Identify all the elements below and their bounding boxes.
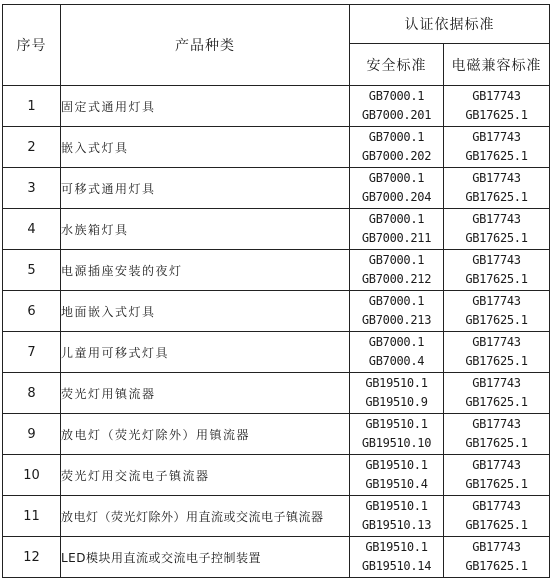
safety-standard-code: GB7000.201 xyxy=(361,108,432,122)
emc-standard-code: GB17743 xyxy=(472,130,521,144)
safety-standards xyxy=(350,496,444,537)
emc-standard-code: GB17743 xyxy=(472,499,521,513)
table-row xyxy=(3,168,550,209)
safety-standard-code: GB7000.1 xyxy=(368,253,425,267)
header-emc: 电磁兼容标准 xyxy=(444,44,550,86)
row-index: 6 xyxy=(3,291,61,332)
product-name: 放电灯（荧光灯除外）用直流或交流电子镇流器 xyxy=(61,496,350,537)
safety-standard-code: GB7000.213 xyxy=(361,313,432,327)
row-index: 3 xyxy=(3,168,61,209)
product-name: 固定式通用灯具 xyxy=(61,86,350,127)
product-name: 水族箱灯具 xyxy=(61,209,350,250)
header-product: 产品种类 xyxy=(61,5,350,86)
safety-standards xyxy=(350,127,444,168)
safety-standards xyxy=(350,332,444,373)
product-name: 嵌入式灯具 xyxy=(61,127,350,168)
product-name: 电源插座安装的夜灯 xyxy=(61,250,350,291)
table-row xyxy=(3,455,550,496)
emc-standards xyxy=(444,291,550,332)
safety-standard-code: GB7000.1 xyxy=(368,130,425,144)
safety-standard-code: GB19510.14 xyxy=(361,559,432,573)
safety-standard-code: GB19510.1 xyxy=(365,417,428,431)
header-basis: 认证依据标准 xyxy=(350,5,550,44)
safety-standard-code: GB7000.1 xyxy=(368,335,425,349)
safety-standard-code: GB19510.1 xyxy=(365,458,428,472)
safety-standard-code: GB19510.10 xyxy=(361,436,432,450)
table-row xyxy=(3,86,550,127)
emc-standards xyxy=(444,168,550,209)
row-index: 12 xyxy=(3,537,61,578)
safety-standard-code: GB19510.1 xyxy=(365,540,428,554)
product-name: 荧光灯用交流电子镇流器 xyxy=(61,455,350,496)
header-row-1 xyxy=(3,5,550,44)
table-row xyxy=(3,127,550,168)
safety-standards xyxy=(350,414,444,455)
emc-standard-code: GB17625.1 xyxy=(465,436,528,450)
emc-standards xyxy=(444,332,550,373)
row-index: 8 xyxy=(3,373,61,414)
emc-standards xyxy=(444,537,550,578)
emc-standard-code: GB17743 xyxy=(472,540,521,554)
emc-standard-code: GB17625.1 xyxy=(465,108,528,122)
emc-standard-code: GB17743 xyxy=(472,376,521,390)
product-name: 荧光灯用镇流器 xyxy=(61,373,350,414)
row-index: 9 xyxy=(3,414,61,455)
table-row xyxy=(3,291,550,332)
safety-standard-code: GB7000.1 xyxy=(368,171,425,185)
safety-standard-code: GB7000.212 xyxy=(361,272,432,286)
safety-standard-code: GB7000.4 xyxy=(368,354,425,368)
table-row xyxy=(3,250,550,291)
emc-standards xyxy=(444,250,550,291)
header-safety: 安全标准 xyxy=(350,44,444,86)
safety-standards xyxy=(350,291,444,332)
emc-standard-code: GB17743 xyxy=(472,89,521,103)
row-index: 10 xyxy=(3,455,61,496)
safety-standards xyxy=(350,168,444,209)
row-index: 11 xyxy=(3,496,61,537)
safety-standard-code: GB7000.204 xyxy=(361,190,432,204)
header-index: 序号 xyxy=(3,5,61,86)
table-row xyxy=(3,496,550,537)
safety-standards xyxy=(350,455,444,496)
emc-standards xyxy=(444,127,550,168)
product-name: LED模块用直流或交流电子控制装置 xyxy=(61,537,350,578)
emc-standards xyxy=(444,209,550,250)
row-index: 2 xyxy=(3,127,61,168)
emc-standard-code: GB17743 xyxy=(472,253,521,267)
safety-standard-code: GB7000.211 xyxy=(361,231,432,245)
table-row xyxy=(3,537,550,578)
safety-standards xyxy=(350,373,444,414)
safety-standard-code: GB19510.4 xyxy=(365,477,428,491)
safety-standards xyxy=(350,209,444,250)
safety-standard-code: GB7000.1 xyxy=(368,294,425,308)
product-name: 地面嵌入式灯具 xyxy=(61,291,350,332)
emc-standards xyxy=(444,86,550,127)
emc-standard-code: GB17625.1 xyxy=(465,190,528,204)
emc-standard-code: GB17625.1 xyxy=(465,272,528,286)
emc-standard-code: GB17743 xyxy=(472,171,521,185)
product-name: 可移式通用灯具 xyxy=(61,168,350,209)
emc-standards xyxy=(444,455,550,496)
emc-standards xyxy=(444,496,550,537)
emc-standard-code: GB17625.1 xyxy=(465,395,528,409)
row-index: 1 xyxy=(3,86,61,127)
table-row xyxy=(3,332,550,373)
safety-standards xyxy=(350,86,444,127)
safety-standards xyxy=(350,537,444,578)
emc-standard-code: GB17743 xyxy=(472,335,521,349)
safety-standard-code: GB19510.13 xyxy=(361,518,432,532)
emc-standards xyxy=(444,414,550,455)
emc-standard-code: GB17625.1 xyxy=(465,149,528,163)
safety-standard-code: GB7000.1 xyxy=(368,212,425,226)
emc-standard-code: GB17625.1 xyxy=(465,518,528,532)
emc-standard-code: GB17625.1 xyxy=(465,354,528,368)
product-name: 放电灯（荧光灯除外）用镇流器 xyxy=(61,414,350,455)
emc-standard-code: GB17625.1 xyxy=(465,477,528,491)
emc-standard-code: GB17625.1 xyxy=(465,559,528,573)
emc-standard-code: GB17743 xyxy=(472,294,521,308)
row-index: 4 xyxy=(3,209,61,250)
safety-standard-code: GB19510.1 xyxy=(365,376,428,390)
emc-standards xyxy=(444,373,550,414)
table-row xyxy=(3,373,550,414)
emc-standard-code: GB17625.1 xyxy=(465,313,528,327)
product-name: 儿童用可移式灯具 xyxy=(61,332,350,373)
safety-standard-code: GB7000.1 xyxy=(368,89,425,103)
emc-standard-code: GB17743 xyxy=(472,417,521,431)
emc-standard-code: GB17743 xyxy=(472,212,521,226)
certification-standards-table xyxy=(2,4,550,578)
row-index: 7 xyxy=(3,332,61,373)
table-body xyxy=(3,86,550,578)
safety-standard-code: GB7000.202 xyxy=(361,149,432,163)
safety-standards xyxy=(350,250,444,291)
safety-standard-code: GB19510.1 xyxy=(365,499,428,513)
table-row xyxy=(3,414,550,455)
safety-standard-code: GB19510.9 xyxy=(365,395,428,409)
row-index: 5 xyxy=(3,250,61,291)
emc-standard-code: GB17625.1 xyxy=(465,231,528,245)
table-row xyxy=(3,209,550,250)
emc-standard-code: GB17743 xyxy=(472,458,521,472)
